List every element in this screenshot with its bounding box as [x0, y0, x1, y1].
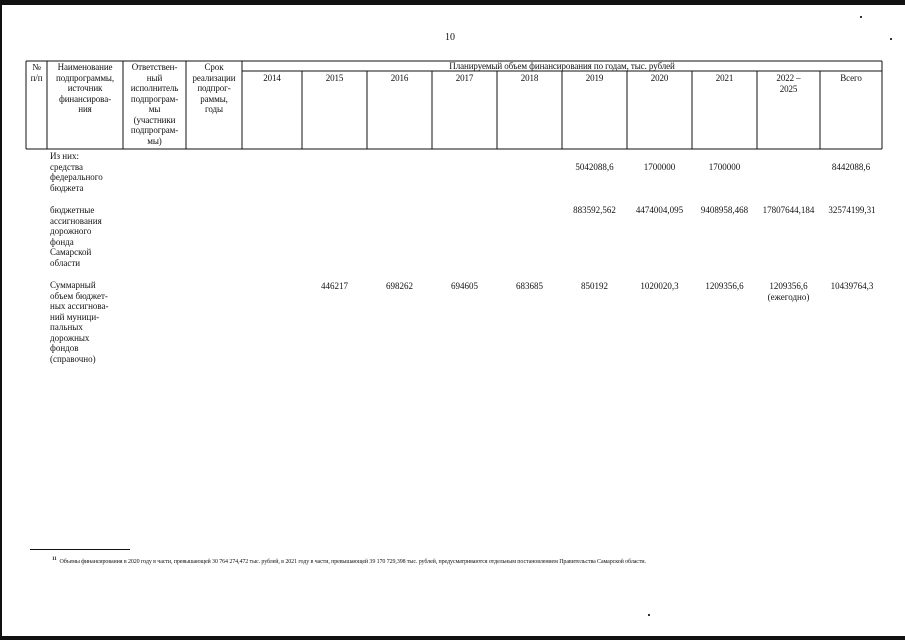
value-municipal-2020: 1020020,3	[640, 281, 679, 291]
value-municipal-2017: 694605	[451, 281, 478, 291]
row-label-federal-budget: Из них: средства федерального бюджета	[50, 151, 103, 193]
value-regional-2021: 9408958,468	[700, 205, 749, 215]
header-year-2015: 2015	[325, 73, 344, 83]
scan-speck	[648, 614, 650, 616]
page-number: 10	[445, 32, 455, 43]
row-label-regional-road-fund: бюджетные ассигнования дорожного фонда Самарской области	[50, 205, 102, 268]
value-federal-total: 8442088,6	[831, 162, 871, 172]
header-name: Наименование подпрограммы, источник финансирова- ния	[55, 62, 115, 114]
footnote-mark: 11	[52, 557, 57, 562]
value-municipal-2016: 698262	[386, 281, 413, 291]
scan-speck	[890, 38, 892, 40]
value-municipal-2022-2025: 1209356,6 (ежегодно)	[767, 281, 810, 302]
value-municipal-2019: 850192	[581, 281, 608, 291]
value-municipal-total: 10439764,3	[830, 281, 874, 291]
value-federal-2021: 1700000	[708, 162, 741, 172]
header-year-2017: 2017	[455, 73, 474, 83]
value-regional-2019: 883592,562	[573, 205, 616, 215]
header-total: Всего	[840, 73, 862, 83]
value-municipal-2015: 446217	[321, 281, 348, 291]
header-year-2022-2025: 2022 – 2025	[776, 73, 801, 94]
header-year-2014: 2014	[263, 73, 281, 83]
header-year-2020: 2020	[650, 73, 669, 83]
header-responsible: Ответствен- ный исполнитель подпрограм- мы (участники подпрограм- мы)	[130, 62, 179, 146]
value-federal-2019: 5042088,6	[575, 162, 614, 172]
header-financing-title: Планируемый объем финансирования по годам, тыс. рублей	[449, 61, 675, 71]
header-year-2021: 2021	[715, 73, 734, 83]
header-year-2016: 2016	[390, 73, 409, 83]
header-term: Срок реализации подпрог- раммы, годы	[192, 62, 236, 114]
value-regional-2020: 4474004,095	[635, 205, 684, 215]
footnote	[52, 557, 646, 565]
header-number: № п/п	[30, 62, 43, 83]
value-municipal-2018: 683685	[516, 281, 543, 291]
header-year-2019: 2019	[585, 73, 604, 83]
footnote-text: Объемы финансирования в 2020 году в части, превышающей 30 764 274,472 тыс. рублей, в 2021 году в части, превышающей 39 170 729,398 тыс. рублей, предусматриваются отдельным постановлением Правительства Самарской области.	[59, 559, 646, 565]
header-year-2018: 2018	[520, 73, 539, 83]
scan-speck	[860, 16, 862, 18]
row-label-municipal-road-funds: Суммарный объем бюджет- ных ассигнова- ний муници- пальных дорожных фондов (справочно)	[50, 280, 109, 364]
value-regional-total: 32574199,31	[828, 205, 876, 215]
value-municipal-2021: 1209356,6	[705, 281, 744, 291]
footnote-separator	[30, 549, 130, 550]
value-federal-2020: 1700000	[643, 162, 676, 172]
value-regional-2022-2025: 17807644,184	[762, 205, 815, 215]
